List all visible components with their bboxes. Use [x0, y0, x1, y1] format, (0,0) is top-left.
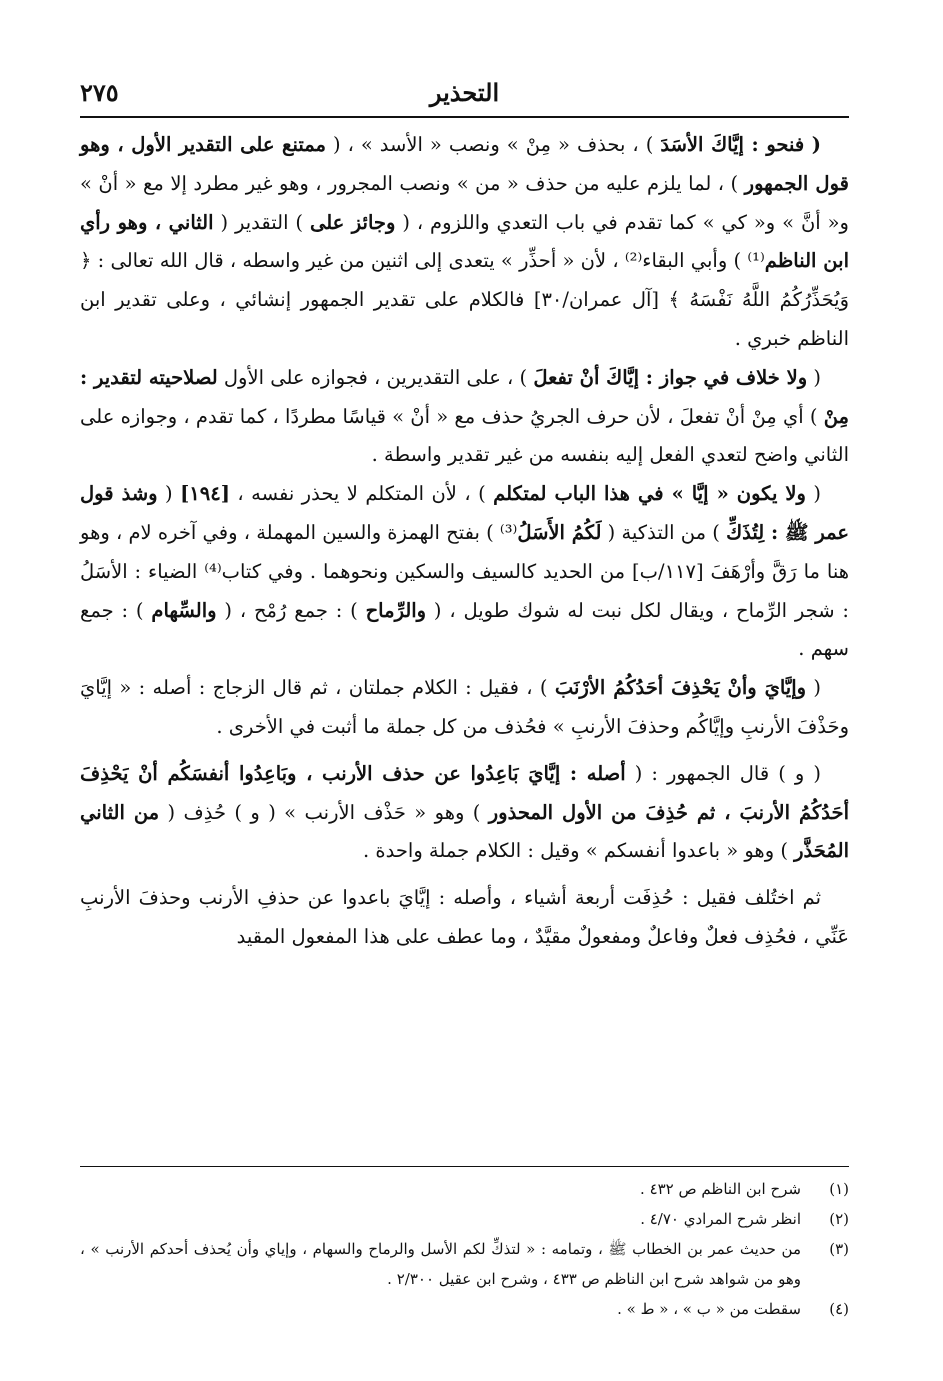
main-text	[80, 126, 849, 957]
commentary-text: ) أي مِنْ أنْ تفعلَ ، لأن حرف الجريُ حذف مع « أنْ » قياسًا مطردًا ، كما تقدم ، وجوازه على الثاني واضح لتعدي الفعل إليه بنفسه من غير تقدير واسطة .	[80, 404, 849, 467]
bold-matn-text: ولا يكون « إيَّا » في هذا الباب لمتكلم	[493, 482, 806, 506]
bold-matn-text: لَكُمُ الأَسَلُ	[517, 520, 602, 544]
commentary-text: ) التقدير (	[213, 210, 310, 234]
bold-matn-text: ولا خلاف في جواز : إيَّاكَ أنْ تفعلَ	[533, 365, 808, 389]
commentary-text: ) : جمع رُمْح ، (	[216, 598, 366, 622]
commentary-text: ⁽³⁾ ) بفتح الهمزة والسين المهملة ، وفي آخره لام ، وهو هنا ما رَقَّ وأرْهَفَ [١١٧/ب] من الحديد كالسيف والسكين ونحوهما . وفي كتاب⁽⁴⁾ الضياء : الأسَلُ : شجر الرِّماح ، ويقال لكل نبت له شوك طويل ، (	[80, 520, 850, 622]
commentary-text: ) ، لأن المتكلم لا يحذر نفسه ،	[229, 482, 494, 506]
footnote-number: (٤)	[829, 1300, 849, 1318]
footnote	[80, 1234, 849, 1294]
footnotes	[80, 1174, 849, 1324]
bold-matn-text: فنحو : إيَّاكَ الأسَدَ	[660, 133, 805, 156]
paragraph	[80, 669, 849, 747]
running-title: التحذير	[429, 78, 500, 107]
page-header	[80, 78, 849, 118]
commentary-text: ⁽¹⁾ ) وأبي البقاء⁽²⁾ ، لأن « أحذِّر » يتعدى إلى اثنين من غير واسطه ، قال الله تعالى : ﴿ وَيُحَذِّرُكُمُ اللَّهُ نَفْسَهُ ﴾ [آل عمران/٣٠] فالكلام على تقدير الجمهور إنشائي ، وعلى تقدير ابن الناظم خبري .	[80, 249, 850, 350]
bold-matn-text: ممتنع على التقدير الأول ، وهو قول الجمهور	[80, 133, 849, 195]
commentary-text: ) من التذكية (	[601, 520, 727, 544]
footnote-text: شرح ابن الناظم ص ٤٣٢ .	[640, 1180, 801, 1198]
commentary-text: ) : جمع سهم .	[80, 598, 849, 661]
bold-matn-text: لصلاحيته لتقدير : مِنْ	[80, 365, 849, 428]
bold-matn-text: والسِّهام	[151, 598, 217, 622]
commentary-text: ) ، بحذف « مِنْ » ونصب « الأسد » ، (	[325, 133, 661, 156]
commentary-text: (	[807, 365, 821, 389]
commentary-text: (	[157, 482, 181, 506]
paragraph	[80, 126, 849, 359]
footnote	[80, 1204, 849, 1234]
page-number: ٢٧٥	[80, 78, 119, 107]
commentary-text: ) ، لما يلزم عليه من حذف « من » ونصب المجرور ، وهو غير مطرد إلا مع « أنْ » و« أنَّ » و« كي » كما تقدم في باب التعدي واللزوم ، (	[80, 171, 849, 234]
bold-matn-text: والرِّماح	[365, 598, 427, 622]
footnote-text: من حديث عمر بن الخطاب ﷺ ، وتمامه : « لتذكِّ لكم الأسل والرماح والسهام ، وإياي وأن يُحذف أحدكم الأرنب » ، وهو من شواهد شرح ابن الناظم ص ٤٣٣ ، وشرح ابن عقيل ٢/٣٠٠ .	[80, 1240, 801, 1288]
footnote-text: انظر شرح المرادي ٤/٧٠ .	[640, 1210, 801, 1228]
bold-matn-text: من الثاني المُحَذَّر	[80, 800, 849, 863]
bold-matn-text: [١٩٤]	[180, 482, 230, 506]
paragraph	[80, 879, 849, 957]
commentary-text: ( و ) قال الجمهور : (	[625, 761, 821, 785]
footnote-text: سقطت من « ب » ، « ط » .	[617, 1300, 801, 1318]
paragraph	[80, 475, 849, 669]
bold-matn-text: وإيَّايَ وأنْ يَحْذِفَ أحَدُكُمُ الأرْنَبَ	[554, 676, 807, 700]
commentary-text: ثم اختُلف فقيل : حُذِفَت أربعة أشياء ، وأصله : إيَّايَ باعدوا عن حذفِ الأرنب وحذفَ الأرنبِ عَنِّي ، فحُذِف فعلٌ وفاعلٌ ومفعولٌ مقيَّدٌ ، وما عطف على هذا المفعول المقيد	[80, 886, 849, 948]
commentary-text: (	[806, 676, 821, 700]
paragraph	[80, 359, 849, 475]
commentary-text: ) ، على التقديرين ، فجوازه على الأول	[217, 365, 534, 389]
footnote	[80, 1174, 849, 1204]
footnote-number: (١)	[829, 1180, 849, 1198]
bold-matn-text: الثاني ، وهو رأي ابن الناظم	[80, 210, 849, 273]
commentary-text: (	[805, 482, 821, 506]
footnote-divider	[80, 1166, 849, 1167]
paragraph	[80, 755, 849, 871]
footnote	[80, 1294, 849, 1324]
bold-matn-text: وشذ قول عمر ﷺ : لِتُذَكِّ	[80, 482, 850, 544]
commentary-text: ) ، فقيل : الكلام جملتان ، ثم قال الزجاج : أصله : « إيَّايَ وحَذْفَ الأرنبِ وإيَّاكُم وحذفَ الأرنبِ » فحُذف من كل جملة ما أثبت في الأخرى .	[80, 676, 849, 738]
footnote-number: (٣)	[829, 1240, 849, 1258]
bold-matn-text: وجائز على	[309, 210, 396, 234]
bold-matn-text: أصله : إيَّايَ بَاعِدُوا عن حذف الأرنب ، وبَاعِدُوا أنفسَكُم أنْ يَحْذِفَ أحَدُكُمُ الأرنبَ ، ثم حُذِفَ من الأول المحذور	[80, 761, 849, 824]
footnote-number: (٢)	[829, 1210, 849, 1228]
bold-matn-text: (	[804, 133, 822, 156]
commentary-text: ) وهو « باعدوا أنفسكم » وقيل : الكلام جملة واحدة .	[363, 839, 795, 863]
commentary-text: ) وهو « حَذْف الأرنب » ( و ) حُذِف (	[159, 800, 489, 824]
